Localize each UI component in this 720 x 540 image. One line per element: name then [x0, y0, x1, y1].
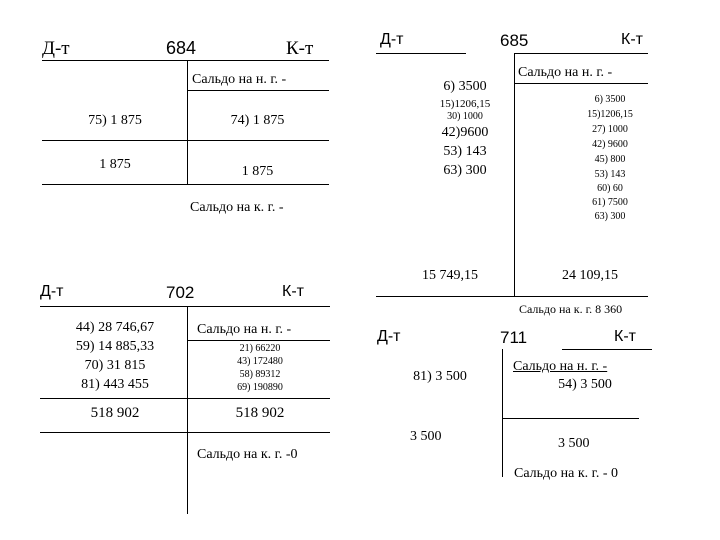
debit-label: Д-т — [380, 31, 404, 48]
t-account-divider — [514, 53, 515, 297]
debit-entry: 15)1206,15 — [439, 98, 491, 110]
credit-total: 1 875 — [241, 164, 274, 179]
debit-entry: 53) 143 — [443, 144, 487, 159]
saldo-end: Сальдо на к. г. - 0 — [514, 466, 619, 481]
debit-label: Д-т — [377, 328, 401, 345]
credit-label: К-т — [282, 283, 304, 300]
t-account-top-line — [376, 53, 466, 54]
account-number: 685 — [500, 31, 529, 50]
credit-label: К-т — [621, 31, 643, 48]
credit-total: 518 902 — [235, 405, 285, 421]
total-line — [376, 296, 648, 297]
credit-entry: 27) 1000 — [592, 124, 628, 135]
credit-entry: 54) 3 500 — [558, 377, 612, 392]
t-account-top-line — [514, 53, 648, 54]
turnover-line — [40, 398, 330, 399]
debit-label: Д-т — [42, 38, 70, 59]
debit-entry: 81) 3 500 — [413, 369, 467, 384]
saldo-end: Сальдо на к. г. -0 — [197, 447, 298, 462]
saldo-start: Сальдо на н. г. - — [518, 65, 613, 80]
credit-entry: 58) 89312 — [239, 369, 281, 380]
debit-total: 1 875 — [99, 157, 131, 172]
turnover-line — [42, 140, 329, 141]
debit-label: Д-т — [40, 283, 64, 300]
credit-entry: 21) 66220 — [239, 343, 281, 354]
saldo-end: Сальдо на к. г. 8 360 — [519, 302, 623, 316]
credit-entry: 53) 143 — [594, 169, 626, 180]
saldo-end: Сальдо на к. г. - — [190, 200, 284, 215]
credit-entry: 42) 9600 — [592, 139, 628, 150]
debit-entry: 44) 28 746,67 — [75, 320, 155, 335]
debit-total: 3 500 — [410, 429, 442, 444]
account-number: 684 — [166, 38, 197, 58]
turnover-line — [502, 418, 639, 419]
saldo-start-line — [187, 340, 330, 341]
credit-label: К-т — [286, 38, 314, 59]
credit-entry: 6) 3500 — [594, 94, 626, 105]
debit-entry: 30) 1000 — [447, 111, 483, 122]
total-line — [40, 432, 330, 433]
debit-entry: 59) 14 885,33 — [75, 339, 155, 354]
t-account-top-line — [40, 306, 330, 307]
saldo-start-line — [187, 90, 329, 91]
debit-entry: 81) 443 455 — [81, 377, 149, 392]
t-account-divider — [187, 60, 188, 184]
debit-entry: 63) 300 — [443, 163, 487, 178]
debit-total: 15 749,15 — [422, 268, 478, 283]
credit-entry: 60) 60 — [597, 183, 623, 194]
saldo-start: Сальдо на н. г. - — [513, 359, 608, 374]
debit-entry: 6) 3500 — [443, 79, 487, 94]
t-account-divider — [187, 306, 188, 514]
saldo-start-line — [514, 83, 648, 84]
credit-entry: 61) 7500 — [592, 197, 628, 208]
credit-entry: 43) 172480 — [237, 356, 283, 367]
credit-entry: 63) 300 — [594, 211, 626, 222]
credit-label: К-т — [614, 328, 636, 345]
debit-total: 518 902 — [90, 405, 140, 421]
t-account-top-line — [562, 349, 652, 350]
saldo-start: Сальдо на н. г. - — [197, 322, 292, 337]
account-number: 702 — [166, 283, 195, 302]
debit-entry: 70) 31 815 — [84, 358, 146, 373]
t-account-divider — [502, 349, 503, 477]
account-number: 711 — [500, 328, 528, 347]
t-account-top-line — [42, 60, 329, 61]
saldo-start: Сальдо на н. г. - — [192, 72, 287, 87]
credit-total: 24 109,15 — [562, 268, 618, 283]
debit-entry: 75) 1 875 — [88, 113, 142, 128]
debit-entry: 42)9600 — [441, 125, 489, 140]
credit-entry: 74) 1 875 — [230, 113, 285, 128]
credit-entry: 69) 190890 — [237, 382, 283, 393]
total-line — [42, 184, 329, 185]
credit-entry: 15)1206,15 — [587, 109, 633, 120]
credit-total: 3 500 — [558, 436, 590, 451]
credit-entry: 45) 800 — [594, 154, 626, 165]
